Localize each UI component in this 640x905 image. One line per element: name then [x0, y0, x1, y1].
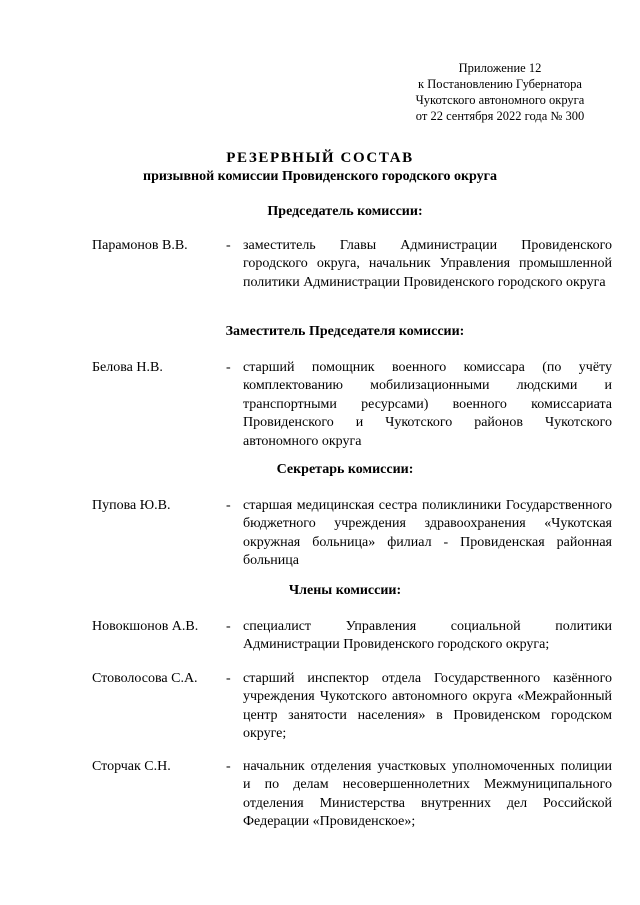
document-title: РЕЗЕРВНЫЙ СОСТАВ — [226, 150, 414, 166]
section-heading: Заместитель Председателя комиссии: — [225, 324, 465, 339]
member-entry — [92, 237, 612, 292]
member-description: старший инспектор отдела Государственного казённого учреждения Чукотского автономного округа «Межрайонный центр занятости населения» в Провиденском городском округе; — [243, 671, 612, 742]
appendix-line: Приложение 12 — [458, 61, 542, 75]
section-heading: Председатель комиссии: — [267, 204, 423, 219]
section-heading: Секретарь комиссии: — [276, 462, 414, 477]
member-description: старшая медицинская сестра поликлиники Государственного бюджетного учреждения здравоохранения «Чукотская окружная больница» филиал - Провиденская районная больница — [243, 498, 612, 569]
member-entry — [92, 359, 612, 451]
appendix-line: к Постановлению Губернатора — [418, 77, 582, 91]
member-description: заместитель Главы Администрации Провиденского городского округа, начальник Управления промышленной политики Администрации Провиденского городского округа — [243, 238, 612, 290]
member-description: начальник отделения участковых уполномоченных полиции и по делам несовершеннолетних Межмуниципального отделения Министерства внутренних дел Российской Федерации «Провиденское»; — [243, 759, 612, 830]
document-subtitle: призывной комиссии Провиденского городского округа — [143, 169, 497, 184]
appendix-block — [380, 60, 620, 124]
member-entry — [92, 670, 612, 744]
member-name: Пупова Ю.В. — [92, 498, 171, 513]
member-dash: - — [226, 759, 231, 774]
member-entry — [92, 758, 612, 832]
member-description: специалист Управления социальной политики Администрации Провиденского городского округа; — [243, 619, 612, 653]
appendix-line: от 22 сентября 2022 года № 300 — [415, 109, 585, 123]
appendix-line: Чукотского автономного округа — [415, 93, 585, 107]
member-dash: - — [226, 498, 231, 513]
member-entry — [92, 618, 612, 655]
member-dash: - — [226, 619, 231, 634]
member-dash: - — [226, 238, 231, 253]
section-heading: Члены комиссии: — [288, 583, 402, 598]
member-entry — [92, 497, 612, 571]
member-dash: - — [226, 671, 231, 686]
member-name: Сторчак С.Н. — [92, 759, 171, 774]
member-dash: - — [226, 360, 231, 375]
member-description: старший помощник военного комиссара (по учёту комплектованию мобилизационными людскими и транспортными ресурсами) военного комиссариата Провиденского и Чукотского районов Чукотского автономного округа — [243, 360, 612, 449]
member-name: Парамонов В.В. — [92, 238, 188, 253]
member-name: Новокшонов А.В. — [92, 619, 199, 634]
member-name: Белова Н.В. — [92, 360, 163, 375]
member-name: Стоволосова С.А. — [92, 671, 198, 686]
